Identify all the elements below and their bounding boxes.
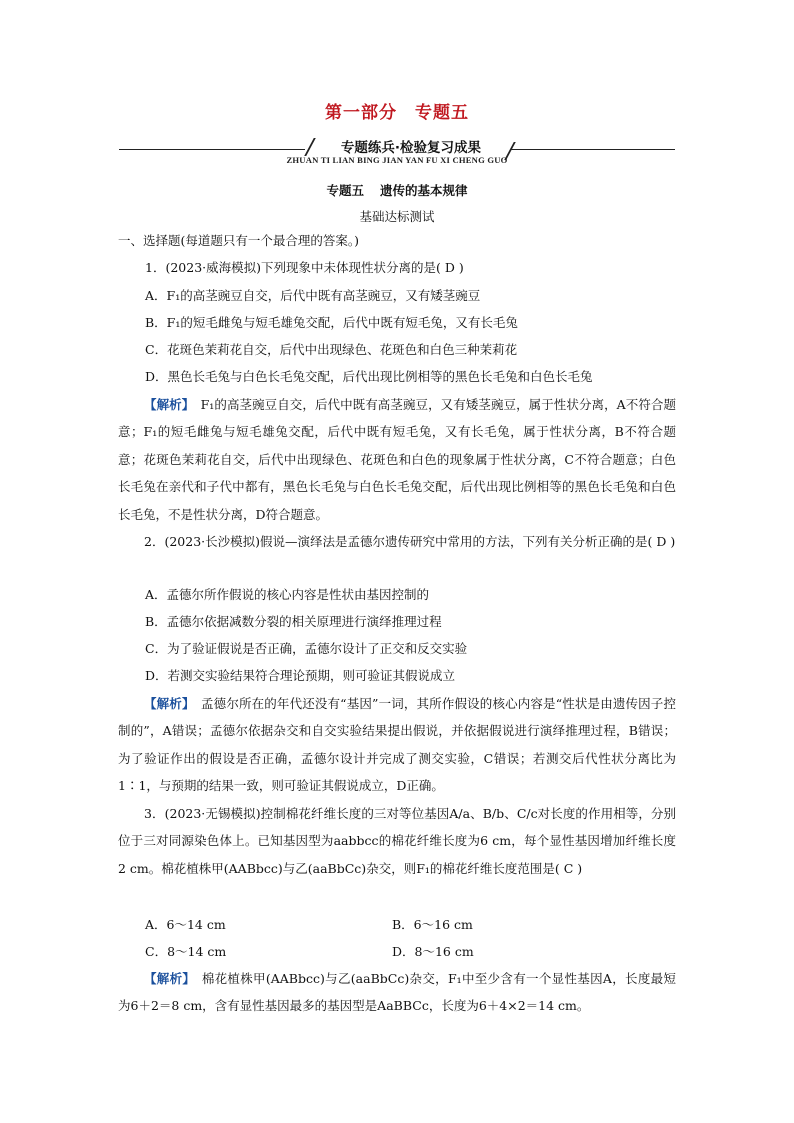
section-subtitle: 基础达标测试 [359, 209, 435, 224]
q1-stem: 1．(2023·威海模拟)下列现象中未体现性状分离的是( D ) [145, 260, 464, 275]
q3-analysis [118, 965, 676, 1020]
banner-pinyin: ZHUAN TI LIAN BING JIAN YAN FU XI CHENG GUO [286, 155, 508, 165]
banner-rule-right [511, 149, 675, 150]
q2-option-d: D．若测交实验结果符合理论预期，则可验证其假说成立 [145, 668, 456, 683]
section-banner [119, 136, 675, 172]
q2-analysis [118, 690, 676, 800]
q2-option-b: B．孟德尔依据减数分裂的相关原理进行演绎推理过程 [145, 614, 442, 629]
q3-option-d: D．8～16 cm [392, 944, 474, 959]
banner-slash-left [304, 138, 316, 156]
q1-analysis-text: F₁的高茎豌豆自交，后代中既有高茎豌豆，又有矮茎豌豆，属于性状分离，A不符合题意；F₁的短毛雌兔与短毛雄兔交配，后代中既有短毛兔，又有长毛兔，属于性状分离，B不符合题意；花斑色茉莉花自交，后代中出现绿色、花斑色和白色的现象属于性状分离，C不符合题意；白色长毛兔在亲代和子代中都有，黑色长毛兔与白色长毛兔交配，后代出现比例相等的黑色长毛兔和白色长毛兔，不是性状分离，D符合题意。 [118, 397, 676, 522]
q1-option-b: B．F₁的短毛雌兔与短毛雄兔交配，后代中既有短毛兔，又有长毛兔 [145, 315, 518, 330]
q2-analysis-text: 孟德尔所在的年代还没有“基因”一词，其所作假设的核心内容是“性状是由遗传因子控制的”，A错误；孟德尔依据杂交和自交实验结果提出假说，并依据假说进行演绎推理过程，B错误；为了验证作出的假设是否正确，孟德尔设计并完成了测交实验，C错误；若测交后代性状分离比为1∶1，与预期的结果一致，则可验证其假说成立，D正确。 [118, 696, 676, 794]
q3-option-b: B．6～16 cm [392, 917, 473, 932]
section-title [0, 181, 794, 199]
q3-analysis-text: 棉花植株甲(AABbcc)与乙(aaBbCc)杂交，F₁中至少含有一个显性基因A，长度最短为6＋2＝8 cm，含有显性基因最多的基因型是AaBBCc，长度为6＋4×2＝14 cm。 [118, 971, 676, 1014]
q1-analysis [118, 391, 676, 528]
q2-option-c: C．为了验证假说是否正确，孟德尔设计了正交和反交实验 [145, 641, 468, 656]
q1-option-a: A．F₁的高茎豌豆自交，后代中既有高茎豌豆，又有矮茎豌豆 [145, 288, 481, 303]
q3-option-a: A．6～14 cm [145, 917, 226, 932]
q1-option-d: D．黑色长毛兔与白色长毛兔交配，后代出现比例相等的黑色长毛兔和白色长毛兔 [145, 369, 593, 384]
instruction-text: 一、选择题(每道题只有一个最合理的答案。) [118, 233, 360, 248]
q3-analysis-label: 【解析】 [144, 971, 189, 986]
q1-analysis-label: 【解析】 [144, 397, 189, 412]
page-title: 第一部分 专题五 [325, 103, 469, 123]
section-title-number: 专题五 [326, 183, 364, 198]
q2-option-a: A．孟德尔所作假说的核心内容是性状由基因控制的 [145, 587, 430, 602]
banner-text: 专题练兵·检验复习成果 [340, 140, 482, 156]
q3-stem: 3．(2023·无锡模拟)控制棉花纤维长度的三对等位基因A/a、B/b、C/c对长度的作用相等，分别位于三对同源染色体上。已知基因型为aabbcc的棉花纤维长度为6 cm，每个显性基因增加纤维长度2 cm。棉花植株甲(AABbcc)与乙(aaBbCc)杂交，则F₁的棉花纤维长度范围是( C ) [118, 806, 676, 876]
section-title-topic: 遗传的基本规律 [380, 183, 468, 198]
banner-rule-left [119, 149, 305, 150]
q2-stem: 2．(2023·长沙模拟)假说—演绎法是孟德尔遗传研究中常用的方法，下列有关分析正确的是( D ) [144, 534, 676, 549]
q2-analysis-label: 【解析】 [144, 696, 189, 711]
q1-option-c: C．花斑色茉莉花自交，后代中出现绿色、花斑色和白色三种茉莉花 [145, 342, 518, 357]
q3-option-c: C．8～14 cm [145, 944, 227, 959]
